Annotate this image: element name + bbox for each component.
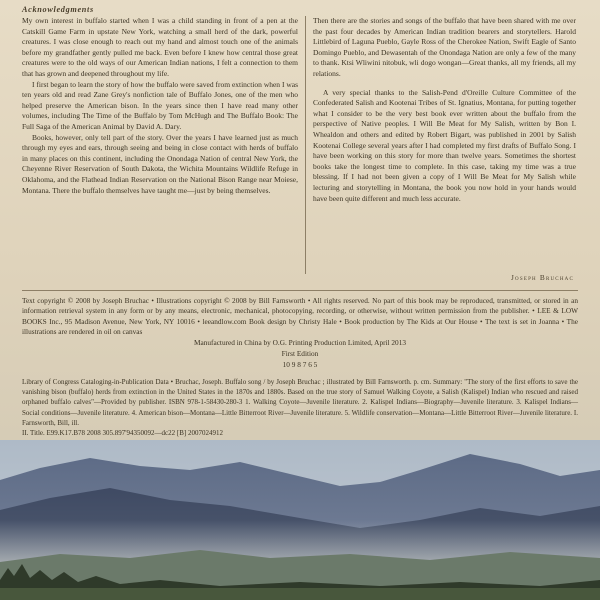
right-paragraph-1: Then there are the stories and songs of the buffalo that have been shared with me over the past four decades by American Indian tradition bearers and storytellers. Harold Littlebird of Laguna Pueblo, Gayle Ross of the Cherokee Nation, Swift Eagle of Santo Domingo Pueblo, and Dewasentah of the Onondaga Nation are only a few of the many to thank. Ktsi Wliwini nitobuk, wli dogo wongan—Great thanks, all my friends, all my relations.	[313, 16, 576, 78]
copyright-block	[22, 296, 578, 371]
printing-line: 10 9 8 7 6 5	[282, 360, 318, 370]
author-signature: Joseph Bruchac	[510, 273, 574, 282]
right-paragraph-2: A very special thanks to the Salish-Pend d'Oreille Culture Committee of the Confederated Salish and Kootenai Tribes of St. Ignatius, Montana, for putting together what I consider to be the very best book ever written about the buffalo from the perspective of Native peoples. I Will Be Meat for My Salish, written by Bon I. Whealdon and others and edited by Robert Bigart, was published in 2001 by Salish Kootenai College several years after I had completed my first drafts of Buffalo Song. I have been working on this story for more than twelve years. Sometimes the shortest books take the longest time to complete. In this case, taking my time was a true blessing. If I had not been given a copy of I Will Be Meat for My Salish while lecturing and storytelling in Montana, the book you now hold in your hands would have been quite different and much less accurate.	[313, 87, 576, 203]
left-paragraph-1: My own interest in buffalo started when I was a child standing in front of a pen at the Catskill Game Farm in upstate New York, watching a small herd of the dark, powerful creatures. I was close enough to reach out my hand and almost touch one of the animals before my grandfather gently pulled me back. Even before I knew how central those great creatures were to the old ways of our American Indian nations, I felt a connection to them that has grown and deepened throughout my life.	[22, 16, 298, 78]
cip-last-line: II. Title. E99.K17.B78 2008 305.897'94350092—dc22 [B] 2007024912	[22, 429, 223, 438]
right-column	[313, 16, 576, 204]
column-divider	[305, 16, 306, 274]
edition-line: First Edition	[281, 349, 319, 359]
foreground-grass	[0, 588, 600, 600]
manufactured-line: Manufactured in China by O.G. Printing Production Limited, April 2013	[194, 337, 406, 347]
acknowledgments-heading: Acknowledgments	[22, 5, 94, 14]
left-paragraph-2: I first began to learn the story of how the buffalo were saved from extinction when I was ten years old and read Zane Grey's nonfiction tale of Buffalo Jones, one of the men who helped preserve the American bison. In the years since then I have read many other volumes, including The Time of the Buffalo by Tom McHugh and The Buffalo Book: The Full Saga of the American Animal by David A. Dary.	[22, 79, 298, 131]
left-column	[22, 16, 298, 196]
mountain-landscape-illustration	[0, 440, 600, 600]
left-paragraph-3: Books, however, only tell part of the story. Over the years I have learned just as much through my eyes and ears, through seeing and being in close contact with herds of buffalo in many places on this continent, including the Onondaga Nation of central New York, the Cheyenne River Reservation of South Dakota, the Wichita Mountains Wildlife Refuge in Oklahoma, and the Flathead Indian Reservation on the National Bison Range near Moiese, Montana. There the buffalo themselves have taught me—just by being themselves.	[22, 132, 298, 195]
copyright-text: Text copyright © 2008 by Joseph Bruchac • Illustrations copyright © 2008 by Bill Farnsworth • All rights reserved. No part of this book may be reproduced, transmitted, or stored in an information retrieval system in any form or by any means, electronic, mechanical, photocopying, recording, or otherwise, without written permission from the publisher. • LEE & LOW BOOKS Inc., 95 Madison Avenue, New York, NY 10016 • leeandlow.com Book design by Christy Hale • Book production by The Kids at Our House • The text is set in Joanna • The illustrations are rendered in oil on canvas	[22, 296, 578, 337]
horizontal-rule	[22, 290, 578, 291]
cip-data-block	[22, 377, 578, 438]
cip-text: Library of Congress Cataloging-in-Publication Data • Bruchac, Joseph. Buffalo song / by Joseph Bruchac ; illustrated by Bill Farnsworth. p. cm. Summary: "The story of the first efforts to save the vanishing bison (buffalo) herds from extinction in the United States in the 1870s and 1880s. Based on the true story of Samuel Walking Coyote, a Salish (Kalispel) Indian who rescued and raised orphaned buffalo calves"—Provided by publisher. ISBN 978-1-58430-280-3 1. Walking Coyote—Juvenile literature. 2. Kalispel Indians—Biography—Juvenile literature. 3. Kalispel Indians—Social conditions—Juvenile literature. 4. American bison—Montana—Little Bitterroot River—Juvenile literature. 5. Wildlife conservation—Montana—Little Bitterroot River—Juvenile literature. I. Farnsworth, Bill, ill.	[22, 378, 578, 427]
